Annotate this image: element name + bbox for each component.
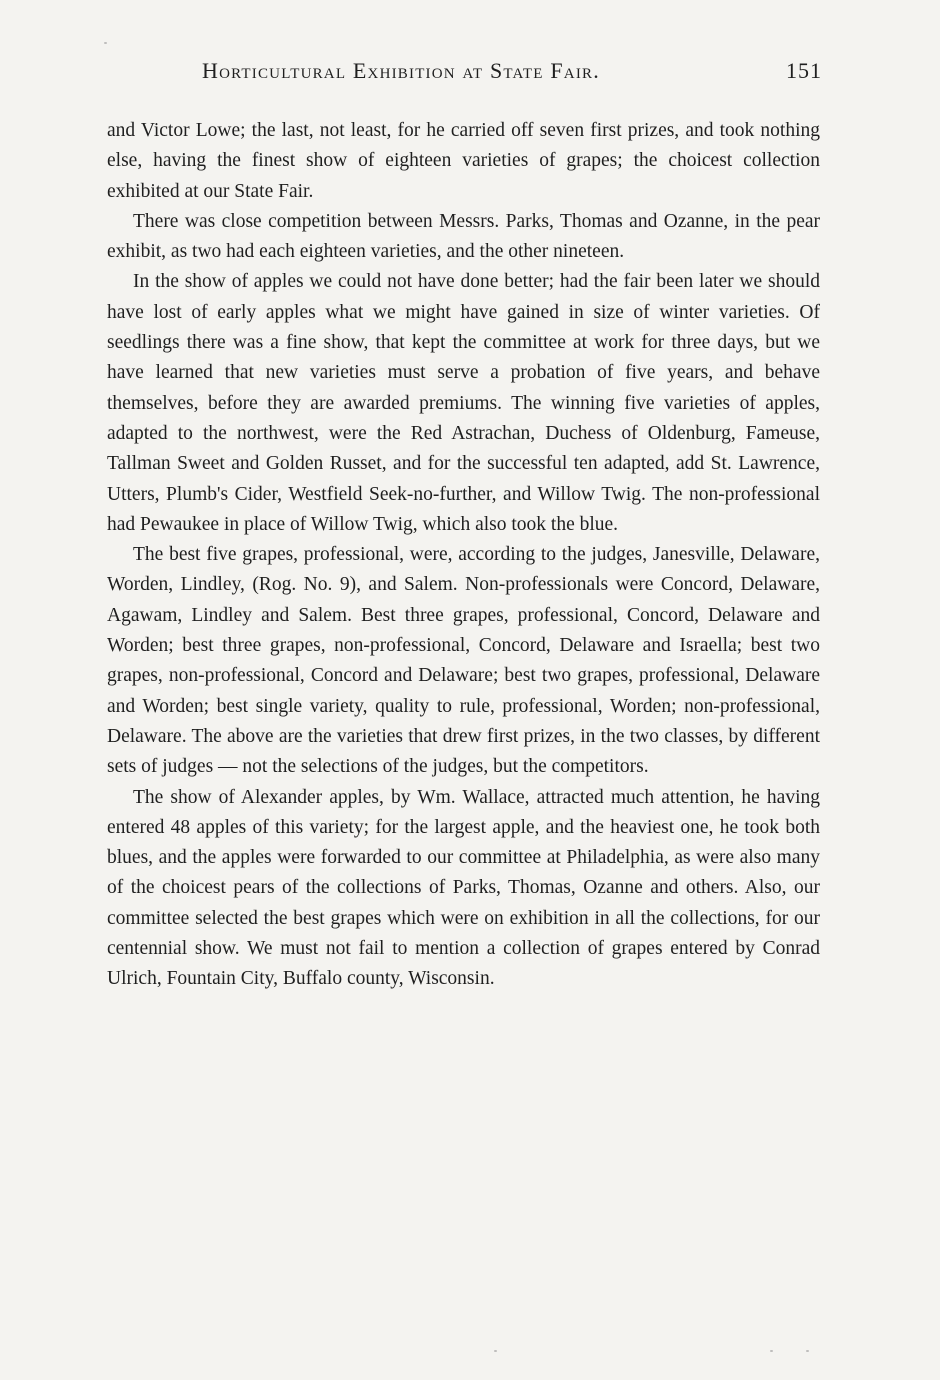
paragraph: The show of Alexander apples, by Wm. Wallace, attracted much attention, he having entered 48 apples of this variety; for the largest apple, and the heaviest one, he took both blues, and the apples were forwarded to our committee at Philadelphia, as were also many of the choicest pears of the collections of Parks, Thomas, Ozanne and others. Also, our committee selected the best grapes which were on exhibition in all the collections, for our centennial show. We must not fail to mention a collection of grapes entered by Conrad Ulrich, Fountain City, Buffalo county, Wisconsin. — [107, 786, 820, 990]
paper-speck — [104, 42, 107, 44]
page-number: 151 — [786, 58, 822, 83]
paragraph: There was close competition between Messrs. Parks, Thomas and Ozanne, in the pear exhibit, as two had each eighteen varieties, and the other nineteen. — [107, 210, 820, 263]
body-text — [107, 116, 820, 995]
paragraph: In the show of apples we could not have done better; had the fair been later we should have lost of early apples what we might have gained in size of winter varieties. Of seedlings there was a fine show, that kept the committee at work for three days, but we have learned that new varieties must serve a probation of five years, and behave themselves, before they are awarded premiums. The winning five varieties of apples, adapted to the northwest, were the Red Astrachan, Duchess of Oldenburg, Fameuse, Tallman Sweet and Golden Russet, and for the successful ten adapted, add St. Lawrence, Utters, Plumb's Cider, Westfield Seek-no-further, and Willow Twig. The non-professional had Pewaukee in place of Willow Twig, which also took the blue. — [107, 271, 820, 535]
paragraph: The best five grapes, professional, were, according to the judges, Janesville, Delaware, Worden, Lindley, (Rog. No. 9), and Salem. Non-professionals were Concord, Delaware, Agawam, Lindley and Salem. Best three grapes, professional, Concord, Delaware and Worden; best three grapes, non-professional, Concord, Delaware and Israella; best two grapes, non-professional, Concord and Delaware; best two grapes, professional, Delaware and Worden; best single variety, quality to rule, professional, Worden; non-professional, Delaware. The above are the varieties that drew first prizes, in the two classes, by different sets of judges — not the selections of the judges, but the competitors. — [107, 544, 820, 778]
paper-speck — [770, 1350, 773, 1352]
paper-speck — [494, 1350, 497, 1352]
running-head: Horticultural Exhibition at State Fair. — [202, 58, 600, 83]
paper-speck — [806, 1350, 809, 1352]
paragraph: and Victor Lowe; the last, not least, for he carried off seven first prizes, and took nothing else, having the finest show of eighteen varieties of grapes; the choicest collection exhibited at our State Fair. — [107, 120, 820, 202]
page-header — [110, 58, 822, 88]
